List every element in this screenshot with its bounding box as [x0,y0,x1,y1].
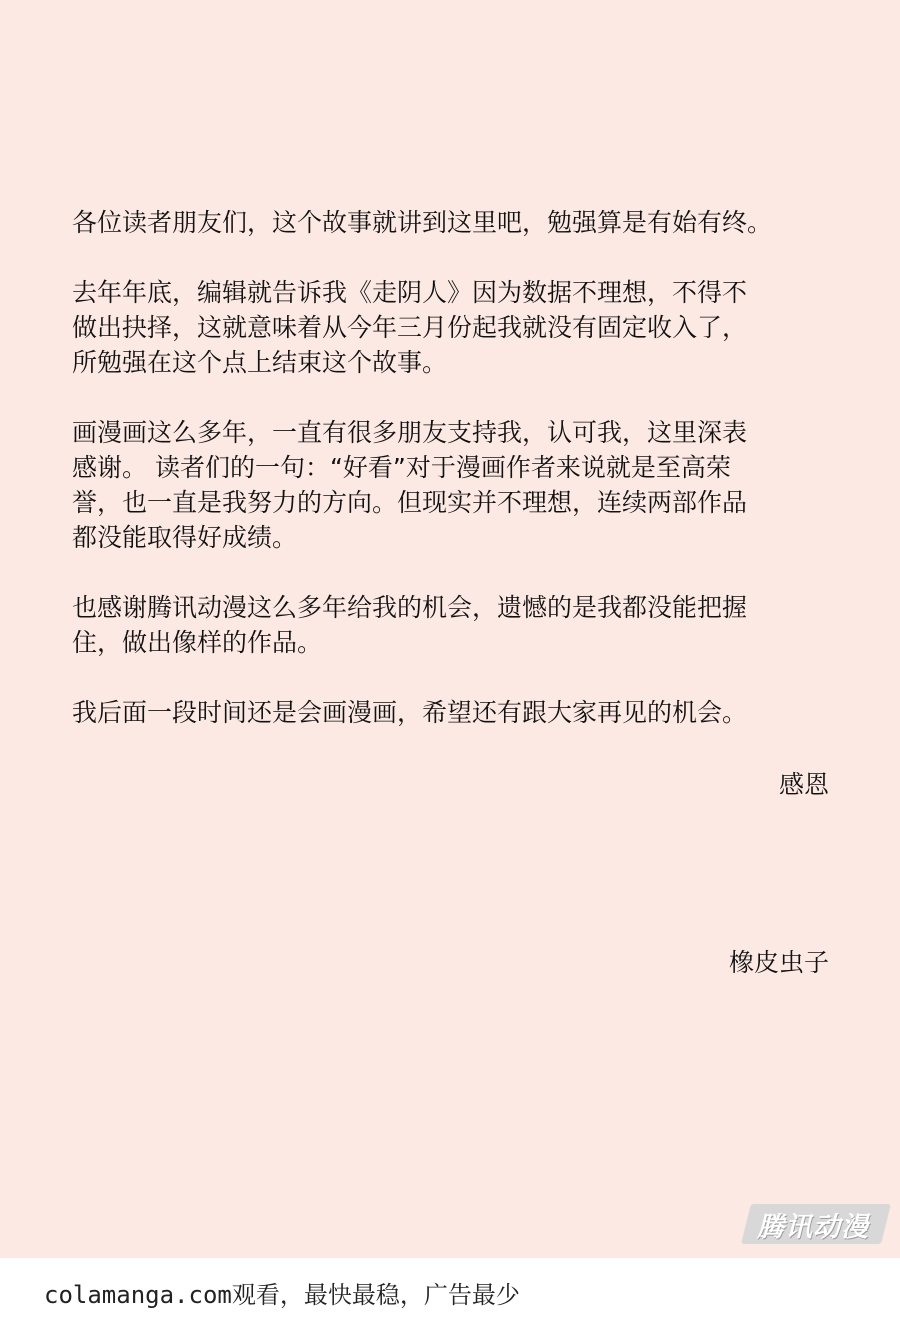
letter-body [72,205,852,765]
watermark-text: 腾讯动漫 [755,1211,876,1243]
tencent-comic-watermark [741,1204,891,1244]
letter-paragraph: 去年年底，编辑就告诉我《走阴人》因为数据不理想，不得不 做出抉择，这就意味着从今年三月份起我就没有固定收入了， 所勉强在这个点上结束这个故事。 [72,278,748,377]
footer-bar [0,1258,900,1325]
letter-signature: 橡皮虫子 [728,948,829,977]
letter-closing: 感恩 [778,770,829,799]
letter-paragraph: 也感谢腾讯动漫这么多年给我的机会，遗憾的是我都没能把握 住，做出像样的作品。 [72,593,748,657]
letter-paragraph: 各位读者朋友们，这个故事就讲到这里吧，勉强算是有始有终。 [72,208,773,237]
letter-paragraph: 我后面一段时间还是会画漫画，希望还有跟大家再见的机会。 [72,698,748,727]
footer-site-notice: colamanga.com观看，最快最稳，广告最少 [44,1281,520,1309]
letter-paragraph: 画漫画这么多年，一直有很多朋友支持我，认可我，这里深表 感谢。 读者们的一句：“好看”对于漫画作者来说就是至高荣 誉，也一直是我努力的方向。但现实并不理想，连续两部作品 都没能取得好成绩。 [72,418,748,552]
